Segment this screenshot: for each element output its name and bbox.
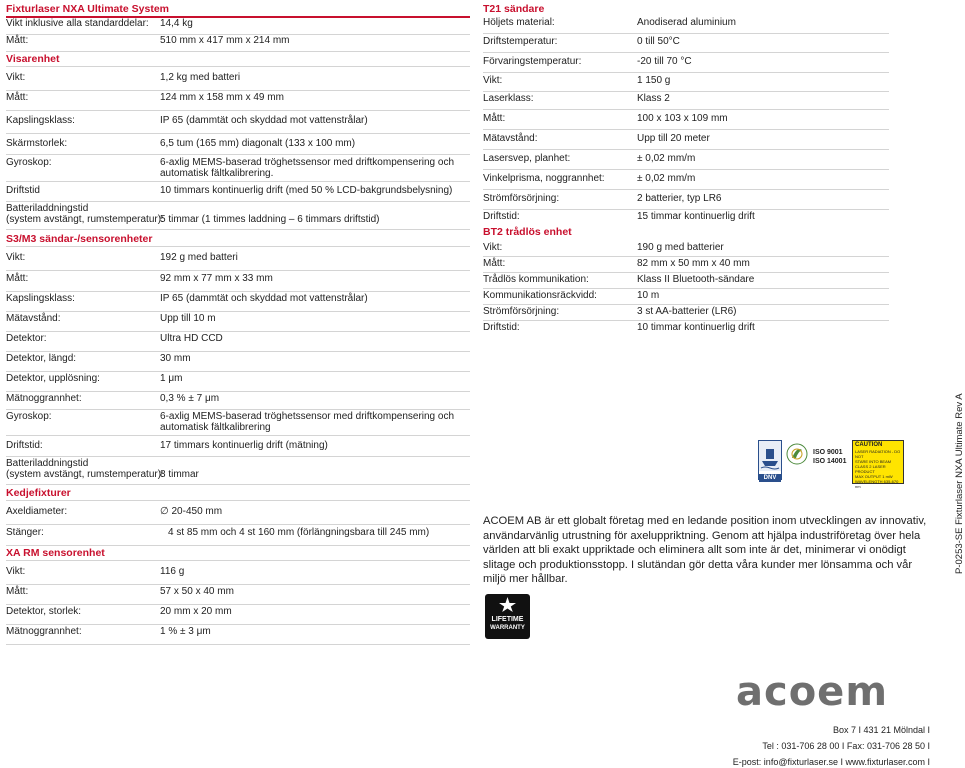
spec-row (483, 193, 889, 210)
spec-label: Batteriladdningstid (6, 458, 89, 469)
spec-label: Kommunikationsräckvidd: (483, 290, 597, 301)
warranty-line2: WARRANTY (490, 625, 525, 631)
spec-label: Driftstid (6, 185, 40, 196)
section-t21: T21 sändare (483, 3, 545, 15)
warranty-star-icon (485, 594, 530, 612)
spec-value: 3 st AA-batterier (LR6) (637, 306, 737, 317)
section-kedjefixturer: Kedjefixturer (6, 486, 470, 501)
spec-value: 20 mm x 20 mm (160, 606, 232, 617)
spec-label: Gyroskop: (6, 157, 52, 168)
spec-label: Batteriladdningstid (6, 203, 89, 214)
spec-row (6, 185, 470, 202)
spec-row (6, 527, 470, 546)
spec-row (6, 293, 470, 312)
spec-row (6, 333, 470, 352)
spec-value: 17 timmars kontinuerlig drift (mätning) (160, 440, 328, 451)
spec-row (6, 138, 470, 155)
spec-label: Mätavstånd: (6, 313, 61, 324)
spec-label-cont: (system avstängt, rumstemperatur): (6, 214, 164, 225)
spec-row (6, 92, 470, 111)
spec-row (6, 157, 470, 182)
spec-label: Strömförsörjning: (483, 306, 560, 317)
spec-value: 57 x 50 x 40 mm (160, 586, 234, 597)
spec-value: 192 g med batteri (160, 252, 238, 263)
spec-row (483, 17, 889, 34)
spec-label: Förvaringstemperatur: (483, 56, 582, 67)
dnv-ship-icon (759, 441, 781, 471)
spec-value: 6,5 tum (165 mm) diagonalt (133 x 100 mm) (160, 138, 356, 149)
spec-row (483, 36, 889, 53)
title-fixturlaser-system: Fixturlaser NXA Ultimate System (6, 2, 470, 18)
spec-row (6, 626, 470, 645)
company-description: ACOEM AB är ett globalt företag med en ledande position inom utvecklingen av innovativ, användarvänlig utrustning för axeluppriktning. Genom att hjälpa industriföretag över hela världen att bli exakt uppriktade och eliminera allt som inte är det, minimerar vi onödigt slitage och produktionsstopp. I slutändan gör detta våra kunder mer lönsamma och vår miljö mer hållbar. (483, 515, 927, 585)
spec-value: 92 mm x 77 mm x 33 mm (160, 273, 273, 284)
spec-row (483, 306, 889, 321)
iso-labels (813, 448, 846, 466)
caution-line: STARE INTO BEAM (855, 459, 892, 464)
spec-label: Strömförsörjning: (483, 193, 560, 204)
spec-value: 0,3 % ± 7 μm (160, 393, 220, 404)
spec-value: Anodiserad aluminium (637, 17, 736, 28)
dnv-logo (758, 440, 782, 480)
spec-label: Mätnoggrannhet: (6, 393, 82, 404)
spec-row (483, 56, 889, 73)
spec-label: Mått: (483, 113, 506, 124)
spec-label: Mått: (6, 273, 29, 284)
spec-value: 10 timmars kontinuerlig drift (med 50 % LCD-bakgrundsbelysning) (160, 185, 453, 196)
spec-row (6, 411, 470, 436)
spec-label: Mätnoggrannhet: (6, 626, 82, 637)
spec-row (6, 606, 470, 625)
spec-value: 1,2 kg med batteri (160, 72, 241, 83)
phone-line: Tel : 031-706 28 00 I Fax: 031-706 28 50 I (762, 741, 930, 751)
spec-label: Vikt: (6, 566, 26, 577)
spec-label: Driftstid: (483, 211, 520, 222)
spec-row (6, 313, 470, 332)
spec-label: Driftstid: (483, 322, 520, 333)
spec-label: Kapslingsklass: (6, 115, 75, 126)
spec-row (6, 115, 470, 134)
spec-label: Vikt inklusive alla standarddelar: (6, 18, 149, 29)
spec-value: 1 μm (160, 373, 183, 384)
spec-value: 8 timmar (160, 469, 199, 480)
spec-value: Ultra HD CCD (160, 333, 223, 344)
spec-value: ± 0,02 mm/m (637, 173, 696, 184)
spec-value: IP 65 (dammtät och skyddad mot vattenstrålar) (160, 115, 368, 126)
spec-value: 82 mm x 50 mm x 40 mm (637, 258, 750, 269)
warranty-line1: LIFETIME (491, 616, 524, 623)
spec-row (483, 173, 889, 190)
spec-value-cont: automatisk fältkalibrering. (160, 168, 274, 179)
iso-14001-label: ISO 14001 (813, 458, 847, 465)
spec-label: Vinkelprisma, noggrannhet: (483, 173, 605, 184)
spec-row (6, 373, 470, 392)
spec-value: 10 timmar kontinuerlig drift (637, 322, 755, 333)
dnv-label: DNV (759, 474, 781, 482)
spec-row (6, 458, 470, 485)
spec-row (483, 211, 889, 225)
spec-row (483, 290, 889, 305)
spec-row (483, 75, 889, 92)
spec-value: 1 150 g (637, 75, 671, 86)
spec-label: Mått: (6, 35, 29, 46)
spec-value: ∅ 20-450 mm (160, 506, 223, 517)
spec-row (483, 322, 889, 336)
spec-label: Gyroskop: (6, 411, 52, 422)
caution-line: WAVELENGTH 635-670 nm (855, 479, 899, 489)
spec-label: Vikt: (6, 252, 26, 263)
spec-label: Trådlös kommunikation: (483, 274, 589, 285)
spec-value: 15 timmar kontinuerlig drift (637, 211, 755, 222)
spec-row (6, 252, 470, 271)
spec-row (6, 353, 470, 372)
spec-label: Stänger: (6, 527, 44, 538)
spec-value: IP 65 (dammtät och skyddad mot vattenstrålar) (160, 293, 368, 304)
spec-value: 190 g med batterier (637, 242, 724, 253)
spec-value: 14,4 kg (160, 18, 193, 29)
spec-value: 30 mm (160, 353, 191, 364)
address-line: Box 7 I 431 21 Mölndal I (832, 725, 930, 735)
spec-value: 1 % ± 3 μm (160, 626, 211, 637)
spec-label: Driftstemperatur: (483, 36, 558, 47)
document-id-vertical: P-0253-SE Fixturlaser NXA Ultimate Rev A (954, 393, 965, 574)
spec-label: Mätavstånd: (483, 133, 538, 144)
spec-value: 5 timmar (1 timmes laddning – 6 timmars driftstid) (160, 214, 380, 225)
acoem-logo: acoem (736, 669, 888, 715)
spec-label-cont: (system avstängt, rumstemperatur): (6, 469, 164, 480)
spec-label: Driftstid: (6, 440, 43, 451)
spec-row (6, 203, 470, 230)
spec-label: Kapslingsklass: (6, 293, 75, 304)
spec-label: Mått: (483, 258, 506, 269)
spec-value: Klass 2 (637, 93, 670, 104)
spec-value: 6-axlig MEMS-baserad tröghetssensor med driftkompensering och (160, 411, 455, 422)
spec-value: 2 batterier, typ LR6 (637, 193, 722, 204)
spec-row (6, 393, 470, 410)
spec-label: Lasersvep, planhet: (483, 153, 571, 164)
section-visarenhet: Visarenhet (6, 52, 470, 67)
spec-value: Klass II Bluetooth-sändare (637, 274, 755, 285)
spec-value: 0 till 50°C (637, 36, 680, 47)
spec-value: Upp till 20 meter (637, 133, 710, 144)
caution-line: CLASS 2 LASER PRODUCT (855, 464, 886, 474)
certification-seal-icon (786, 440, 808, 478)
contact-line: E-post: info@fixturlaser.se I www.fixturlaser.com I (732, 757, 930, 767)
caution-line: MAX OUTPUT 1 mW (855, 474, 893, 479)
spec-label: Detektor, längd: (6, 353, 77, 364)
spec-value: 100 x 103 x 109 mm (637, 113, 728, 124)
spec-label: Vikt: (6, 72, 26, 83)
spec-label: Detektor, upplösning: (6, 373, 100, 384)
spec-label: Laserklass: (483, 93, 534, 104)
spec-row (6, 506, 470, 525)
section-s3m3: S3/M3 sändar-/sensorenheter (6, 232, 470, 247)
spec-row (6, 18, 470, 35)
spec-row (483, 93, 889, 110)
caution-line: LASER RADIATION - DO NOT (855, 449, 901, 459)
iso-9001-label: ISO 9001 (813, 449, 843, 456)
spec-value: 510 mm x 417 mm x 214 mm (160, 35, 290, 46)
section-bt2: BT2 trådlös enhet (483, 226, 572, 238)
caution-title: CAUTION (855, 442, 883, 448)
spec-label: Skärmstorlek: (6, 138, 68, 149)
eco-logo (786, 440, 808, 478)
spec-row (483, 258, 889, 273)
spec-value-cont: automatisk fältkalibrering (160, 422, 271, 433)
spec-row (6, 440, 470, 457)
spec-value: 116 g (160, 566, 185, 577)
lifetime-warranty-badge (485, 594, 530, 639)
spec-row (6, 566, 470, 585)
spec-value: 10 m (637, 290, 660, 301)
spec-value: 4 st 85 mm och 4 st 160 mm (förlängningsbara till 245 mm) (168, 527, 430, 538)
spec-value: Upp till 10 m (160, 313, 216, 324)
spec-label: Höljets material: (483, 17, 555, 28)
spec-row (483, 133, 889, 150)
spec-row (6, 35, 470, 52)
section-xarm: XA RM sensorenhet (6, 546, 470, 561)
spec-label: Mått: (6, 586, 29, 597)
spec-label: Detektor, storlek: (6, 606, 82, 617)
spec-value: 124 mm x 158 mm x 49 mm (160, 92, 284, 103)
spec-label: Detektor: (6, 333, 47, 344)
spec-row (6, 72, 470, 91)
spec-row (483, 113, 889, 130)
spec-row (483, 242, 889, 257)
spec-row (483, 153, 889, 170)
spec-value: 6-axlig MEMS-baserad tröghetssensor med driftkompensering och (160, 157, 455, 168)
spec-row (483, 274, 889, 289)
spec-label: Mått: (6, 92, 29, 103)
spec-label: Axeldiameter: (6, 506, 68, 517)
spec-label: Vikt: (483, 75, 503, 86)
spec-label: Vikt: (483, 242, 503, 253)
spec-row (6, 586, 470, 605)
spec-value: -20 till 70 °C (637, 56, 692, 67)
spec-value: ± 0,02 mm/m (637, 153, 696, 164)
laser-caution-label (852, 440, 904, 489)
spec-row (6, 273, 470, 292)
